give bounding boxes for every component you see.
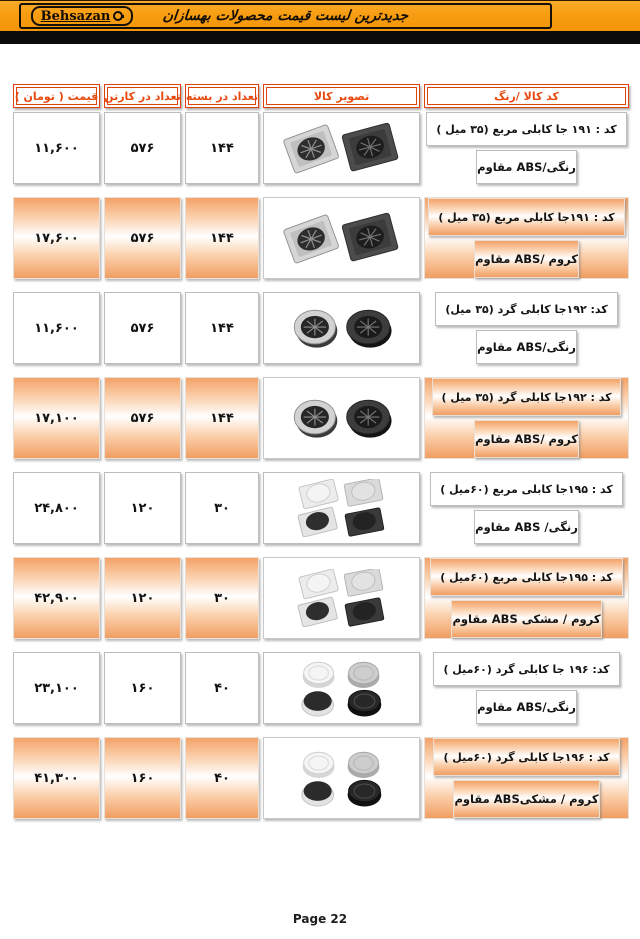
product-image-round-60-quad (263, 737, 420, 819)
qty-per-carton-value: ۱۶۰ (104, 737, 181, 819)
header-title: جدیدترین لیست قیمت محصولات بهسازان (161, 8, 410, 24)
code-color-column (424, 737, 629, 819)
code-color-column (424, 112, 629, 184)
code-color-column (424, 557, 629, 639)
product-code-text: کد : ۱۹۶جا کابلی گرد (۶۰میل ) (433, 738, 619, 776)
product-image-square-35-pair (263, 197, 420, 279)
top-header-bar (0, 0, 640, 31)
code-color-column (424, 472, 629, 544)
product-color-text: رنگی/ ABS مقاوم (474, 510, 579, 544)
product-color-text: کروم / مشکی ABS مقاوم (451, 600, 601, 638)
price-table (11, 84, 629, 832)
price-value: ۴۱,۳۰۰ (13, 737, 100, 819)
page-number: Page 22 (292, 912, 348, 926)
qty-per-carton-value: ۵۷۶ (104, 112, 181, 184)
price-value: ۱۱,۶۰۰ (13, 112, 100, 184)
table-row (11, 197, 629, 279)
header-frame (19, 3, 552, 29)
product-code-text: کد : ۱۹۱ جا کابلی مربع (۳۵ میل ) (426, 112, 626, 146)
qty-per-pack-value: ۴۰ (185, 652, 259, 724)
price-value: ۴۲,۹۰۰ (13, 557, 100, 639)
product-image-round-35-pair (263, 377, 420, 459)
qty-per-carton-value: ۱۶۰ (104, 652, 181, 724)
qty-per-pack-value: ۱۴۴ (185, 112, 259, 184)
header-divider (0, 31, 640, 44)
product-color-text: رنگی/ABS مقاوم (476, 690, 577, 724)
product-image-square-35-pair (263, 112, 420, 184)
product-color-text: رنگی/ABS مقاوم (476, 330, 577, 364)
table-body (11, 112, 629, 819)
price-value: ۱۷,۶۰۰ (13, 197, 100, 279)
product-color-text: کروم /ABS مقاوم (474, 420, 579, 458)
table-row (11, 737, 629, 819)
code-color-column (424, 292, 629, 364)
product-code-text: کد : ۱۹۵جا کابلی مربع (۶۰میل ) (430, 472, 623, 506)
product-color-text: کروم / مشکیABS مقاوم (453, 780, 599, 818)
qty-per-carton-value: ۵۷۶ (104, 377, 181, 459)
table-row (11, 472, 629, 544)
qty-per-carton-value: ۵۷۶ (104, 197, 181, 279)
product-code-text: کد : ۱۹۱جا کابلی مربع (۳۵ میل ) (428, 198, 624, 236)
qty-per-pack-value: ۱۴۴ (185, 292, 259, 364)
table-row (11, 557, 629, 639)
price-value: ۱۱,۶۰۰ (13, 292, 100, 364)
header-cell-carton: تعداد در کارتن (104, 84, 181, 108)
header-cell-code: کد کالا /رنگ (424, 84, 629, 108)
product-color-text: رنگی/ABS مقاوم (476, 150, 577, 184)
qty-per-carton-value: ۵۷۶ (104, 292, 181, 364)
product-image-round-35-pair (263, 292, 420, 364)
product-code-text: کد : ۱۹۵جا کابلی مربع (۶۰میل ) (430, 558, 623, 596)
table-row (11, 377, 629, 459)
code-color-column (424, 652, 629, 724)
product-image-square-60-quad (263, 557, 420, 639)
code-color-column (424, 377, 629, 459)
qty-per-pack-value: ۱۴۴ (185, 377, 259, 459)
brand-logo-text: Behsazan (40, 8, 111, 24)
qty-per-carton-value: ۱۲۰ (104, 557, 181, 639)
qty-per-pack-value: ۱۴۴ (185, 197, 259, 279)
header-cell-pack: تعداد در بسته (185, 84, 259, 108)
table-row (11, 292, 629, 364)
table-row (11, 652, 629, 724)
price-value: ۱۷,۱۰۰ (13, 377, 100, 459)
price-value: ۲۴,۸۰۰ (13, 472, 100, 544)
product-code-text: کد: ۱۹۶ جا کابلی گرد (۶۰میل ) (433, 652, 619, 686)
product-code-text: کد: ۱۹۲جا کابلی گرد (۳۵ میل) (435, 292, 617, 326)
price-value: ۲۳,۱۰۰ (13, 652, 100, 724)
product-code-text: کد : ۱۹۲جا کابلی گرد (۳۵ میل ) (432, 378, 622, 416)
header-cell-image: تصویر کالا (263, 84, 420, 108)
code-color-column (424, 197, 629, 279)
header-cell-price: قیمت ( تومان ) (13, 84, 100, 108)
product-color-text: کروم /ABS مقاوم (474, 240, 579, 278)
table-header-row (11, 84, 629, 108)
product-image-round-60-quad (263, 652, 420, 724)
product-image-square-60-quad (263, 472, 420, 544)
qty-per-pack-value: ۳۰ (185, 472, 259, 544)
qty-per-carton-value: ۱۲۰ (104, 472, 181, 544)
qty-per-pack-value: ۴۰ (185, 737, 259, 819)
qty-per-pack-value: ۳۰ (185, 557, 259, 639)
table-row (11, 112, 629, 184)
